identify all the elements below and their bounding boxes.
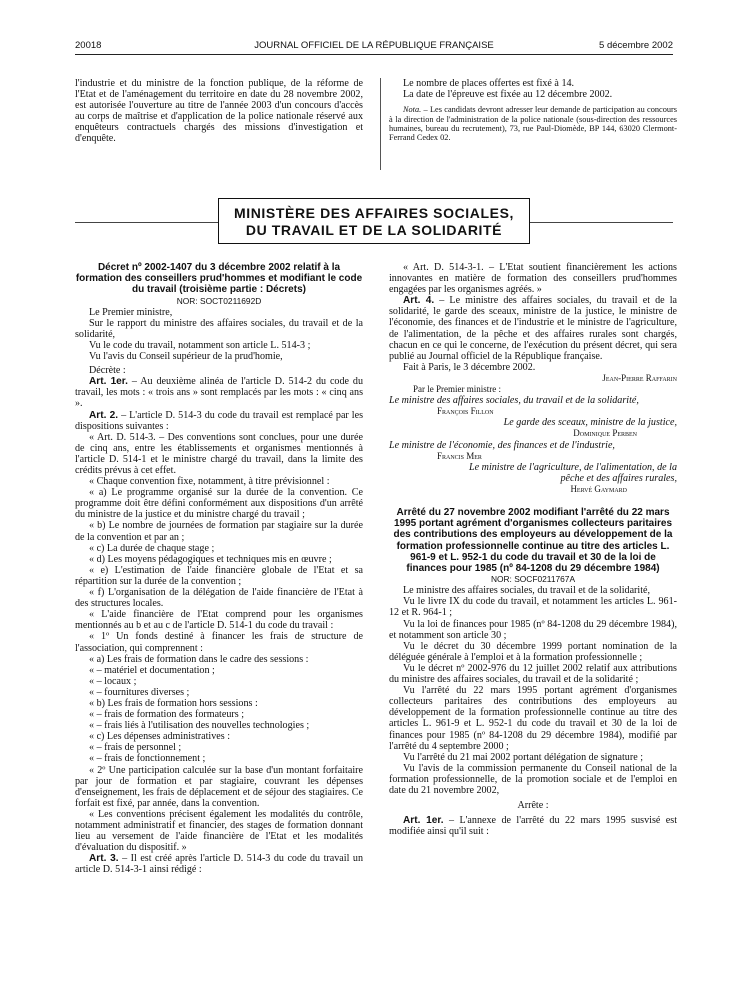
art4-text: – Le ministre des affaires sociales, du travail et de la solidarité, le garde des sceaux, ministre de la justice, le ministre de l'économie, des finances et de l'industrie et le ministre de l'agriculture, de l'alimentation, de la pêche et des affaires rurales sont chargés, chacun en ce qui le concerne, de l'exécution du présent décret, qui sera publié au Journal officiel de la République française. [389, 295, 677, 362]
top-right-fragment [389, 78, 677, 143]
epreuve-text: La date de l'épreuve est fixée au 12 décembre 2002. [403, 89, 613, 101]
ministry-heading [218, 198, 530, 244]
decree-m2: « – locaux ; [89, 675, 137, 687]
minister-1: Le ministre des affaires sociales, du travail et de la solidarité, [389, 395, 639, 407]
decree-ia: « a) Les frais de formation dans le cadre des sessions : [89, 653, 309, 665]
arrete-art1-label: Art. 1er. [403, 815, 444, 827]
issue-date: 5 décembre 2002 [599, 40, 673, 51]
arrete-p5: Vu le décret nº 2002-976 du 12 juillet 2002 relatif aux attributions du ministre des affaires sociales, du travail et de la solidarité ; [389, 662, 677, 686]
decree-column-right [389, 262, 677, 837]
decree-fait: Fait à Paris, le 3 décembre 2002. [403, 361, 536, 373]
minister-2: Le garde des sceaux, ministre de la justice, [503, 417, 677, 429]
arrete-p4: Vu le décret du 30 décembre 1999 portant nomination de la déléguée générale à l'emploi et à la formation professionnelle ; [389, 640, 677, 663]
page-number: 20018 [75, 40, 102, 51]
signature-2: Dominique Perben [573, 428, 637, 439]
decree-item-c: « c) La durée de chaque stage ; [89, 542, 215, 554]
decree-nor: NOR: SOCT0211692D [176, 295, 262, 306]
ministry-line-1: MINISTÈRE DES AFFAIRES SOCIALES, [233, 205, 515, 221]
decree-m1: « – matériel et documentation ; [89, 664, 215, 676]
arrete-p8: Vu l'avis de la commission permanente du Conseil national de la formation professionnelle, de la promotion sociale et de l'emploi en date du 21 novembre 2002, [389, 762, 677, 796]
nota-label: Nota. [403, 105, 422, 115]
decree-d5143: « Art. D. 514-3. – Des conventions sont conclues, pour une durée de cinq ans, entre les établissements et organismes mentionnés à l'article D. 514-1 et le ministre chargé du travail, dans la limite des crédits prévus à cet effet. [75, 431, 363, 477]
decree-un: « 1º Un fonds destiné à financer les frais de structure de l'association, qui comprennent : [75, 631, 363, 654]
decree-title: Décret nº 2002-1407 du 3 décembre 2002 relatif à la formation des conseillers prud'hommes et modifiant le code du travail (troisième partie : Décrets) [75, 262, 363, 296]
art4-label: Art. 4. [403, 295, 435, 307]
decree-ib: « b) Les frais de formation hors sessions : [89, 697, 258, 709]
decree-decrete: Décrète : [89, 365, 126, 377]
art2-text: – L'article D. 514-3 du code du travail est remplacé par les dispositions suivantes : [75, 409, 363, 432]
decree-chaque: « Chaque convention fixe, notamment, à titre prévisionnel : [89, 476, 330, 488]
decree-column-left [75, 262, 363, 875]
decree-p4: Vu l'avis du Conseil supérieur de la prud'homie, [89, 351, 283, 363]
ministry-line-2: DU TRAVAIL ET DE LA SOLIDARITÉ [245, 222, 503, 238]
journal-title: JOURNAL OFFICIEL DE LA RÉPUBLIQUE FRANÇAISE [254, 40, 494, 51]
decree-ic: « c) Les dépenses administratives : [89, 731, 230, 743]
arrete-arrete: Arrête : [517, 800, 549, 812]
decree-m6: « – frais de personnel ; [89, 742, 182, 754]
decree-item-d: « d) Les moyens pédagogiques et techniques mis en œuvre ; [89, 553, 332, 565]
arrete-p3: Vu la loi de finances pour 1985 (nº 84-1208 du 29 décembre 1984), et notamment son article 30 ; [389, 618, 677, 641]
decree-art4 [389, 295, 677, 362]
decree-p2: Sur le rapport du ministre des affaires sociales, du travail et de la solidarité, [75, 317, 363, 340]
arrete-art1 [389, 815, 677, 837]
decree-art3 [75, 853, 363, 875]
minister-3: Le ministre de l'économie, des finances et de l'industrie, [389, 439, 615, 451]
signature-4: Hervé Gaymard [570, 483, 627, 494]
nota [389, 105, 677, 143]
signature-3: Francis Mer [437, 450, 482, 461]
fragment-paragraph: l'industrie et du ministre de la fonction publique, de la réforme de l'Etat et de l'aménagement du territoire en date du 28 novembre 2002, est autorisée l'ouverture au titre de l'année 2003 d'un concours d'accès au corps de maîtrise et d'application de la police nationale réservé aux enquêteurs contractuels chargés des missions d'investigation et d'enquête. [75, 78, 363, 145]
decree-d51431: « Art. D. 514-3-1. – L'Etat soutient financièrement les actions innovantes en matière de formation des conseillers prud'hommes engagées par les organismes agréés. » [389, 262, 677, 296]
signature-pm: Jean-Pierre Raffarin [602, 372, 677, 383]
decree-m4: « – frais de formation des formateurs ; [89, 709, 245, 721]
decree-aide: « L'aide financière de l'Etat comprend pour les organismes mentionnés au b et au c de l'article D. 514-1 du code du travail : [75, 609, 363, 632]
decree-art2 [75, 410, 363, 432]
decree-m3: « – fournitures diverses ; [89, 686, 190, 698]
decree-m7: « – frais de fonctionnement ; [89, 753, 206, 765]
decree-item-a: « a) Le programme organisé sur la durée de la convention. Ce programme doit être défini conformément aux dispositions d'un arrêté du ministre de la justice et du ministre chargé du travail ; [75, 487, 363, 521]
art2-label: Art. 2. [89, 409, 119, 421]
header-rule [75, 54, 673, 55]
decree-item-f: « f) L'organisation de la délégation de l'aide financière de l'Etat à des structures locales. [75, 587, 363, 610]
decree-p3: Vu le code du travail, notamment son article L. 514-3 ; [89, 339, 311, 351]
par-premier-ministre: Par le Premier ministre : [413, 384, 501, 395]
arrete-art1-text: – L'annexe de l'arrêté du 22 mars 1995 susvisé est modifiée ainsi qu'il suit : [389, 815, 677, 838]
arrete-p6: Vu l'arrêté du 22 mars 1995 portant agrément d'organismes collecteurs paritaires des contributions des employeurs au développement de la formation professionnelle continue au titre des articles L. 961-9 et L. 952-1 du code du travail et 30 de la loi de finances pour 1985 (nº 84-1208 du 29 décembre 1984), modifié par l'arrêté du 4 septembre 2000 ; [389, 685, 677, 752]
arrete-nor: NOR: SOCF0211767A [490, 574, 576, 585]
art1-label: Art. 1er. [89, 376, 128, 388]
top-left-fragment [75, 78, 363, 145]
decree-item-b: « b) Le nombre de journées de formation par stagiaire sur la durée de la convention et par an ; [75, 520, 363, 543]
decree-conv: « Les conventions précisent également les modalités du contrôle, notamment administratif et financier, des stages de formation donnant lieu au versement de l'aide financière de l'Etat et les modalités d'évaluation du dispositif. » [75, 808, 363, 854]
art1-text: – Au deuxième alinéa de l'article D. 514-2 du code du travail, les mots : « trois ans » sont remplacés par les mots : « cinq ans ». [75, 376, 363, 410]
decree-item-e: « e) L'estimation de l'aide financière globale de l'Etat et sa répartition sur la durée de la convention ; [75, 564, 363, 587]
places-text: Le nombre de places offertes est fixé à 14. [403, 78, 575, 89]
arrete-p7: Vu l'arrêté du 21 mai 2002 portant délégation de signature ; [403, 751, 644, 763]
arrete-title: Arrêté du 27 novembre 2002 modifiant l'arrêté du 22 mars 1995 portant agrément d'organismes collecteurs paritaires des contributions des employeurs au développement de la formation professionnelle continue au titre des articles L. 961-9 et L. 952-1 du code du travail et 30 de la loi de finances pour 1985 (nº 84-1208 du 29 décembre 1984) [393, 506, 673, 574]
art3-text: – Il est créé après l'article D. 514-3 du code du travail un article D. 514-3-1 ainsi rédigé : [75, 853, 363, 876]
arrete-p1: Le ministre des affaires sociales, du travail et de la solidarité, [403, 585, 651, 597]
arrete-p2: Vu le livre IX du code du travail, et notamment les articles L. 961-12 et R. 964-1 ; [389, 596, 677, 619]
decree-p1: Le Premier ministre, [89, 306, 173, 318]
signature-1: François Fillon [437, 406, 494, 417]
nota-text: – Les candidats devront adresser leur demande de participation au concours à la direction de l'administration de la police nationale (sous-direction des ressources humaines, bureau du recrutement), 73, rue Paul-Diomède, BP 144, 63020 Clermont-Ferrand Cedex 02. [389, 105, 677, 143]
art3-label: Art. 3. [89, 853, 119, 865]
minister-4: Le ministre de l'agriculture, de l'alimentation, de la pêche et des affaires rurales, [469, 461, 677, 484]
decree-art1 [75, 376, 363, 409]
column-separator [380, 78, 381, 170]
decree-m5: « – frais liés à l'utilisation des nouvelles technologies ; [89, 720, 310, 732]
decree-deux: « 2º Une participation calculée sur la base d'un montant forfaitaire par jour de formation et par stagiaire, couvrant les dépenses d'enseignement, les frais de déplacement et de séjour des stagiaires. Ce forfait est fixé, par année, dans la convention. [75, 764, 363, 809]
